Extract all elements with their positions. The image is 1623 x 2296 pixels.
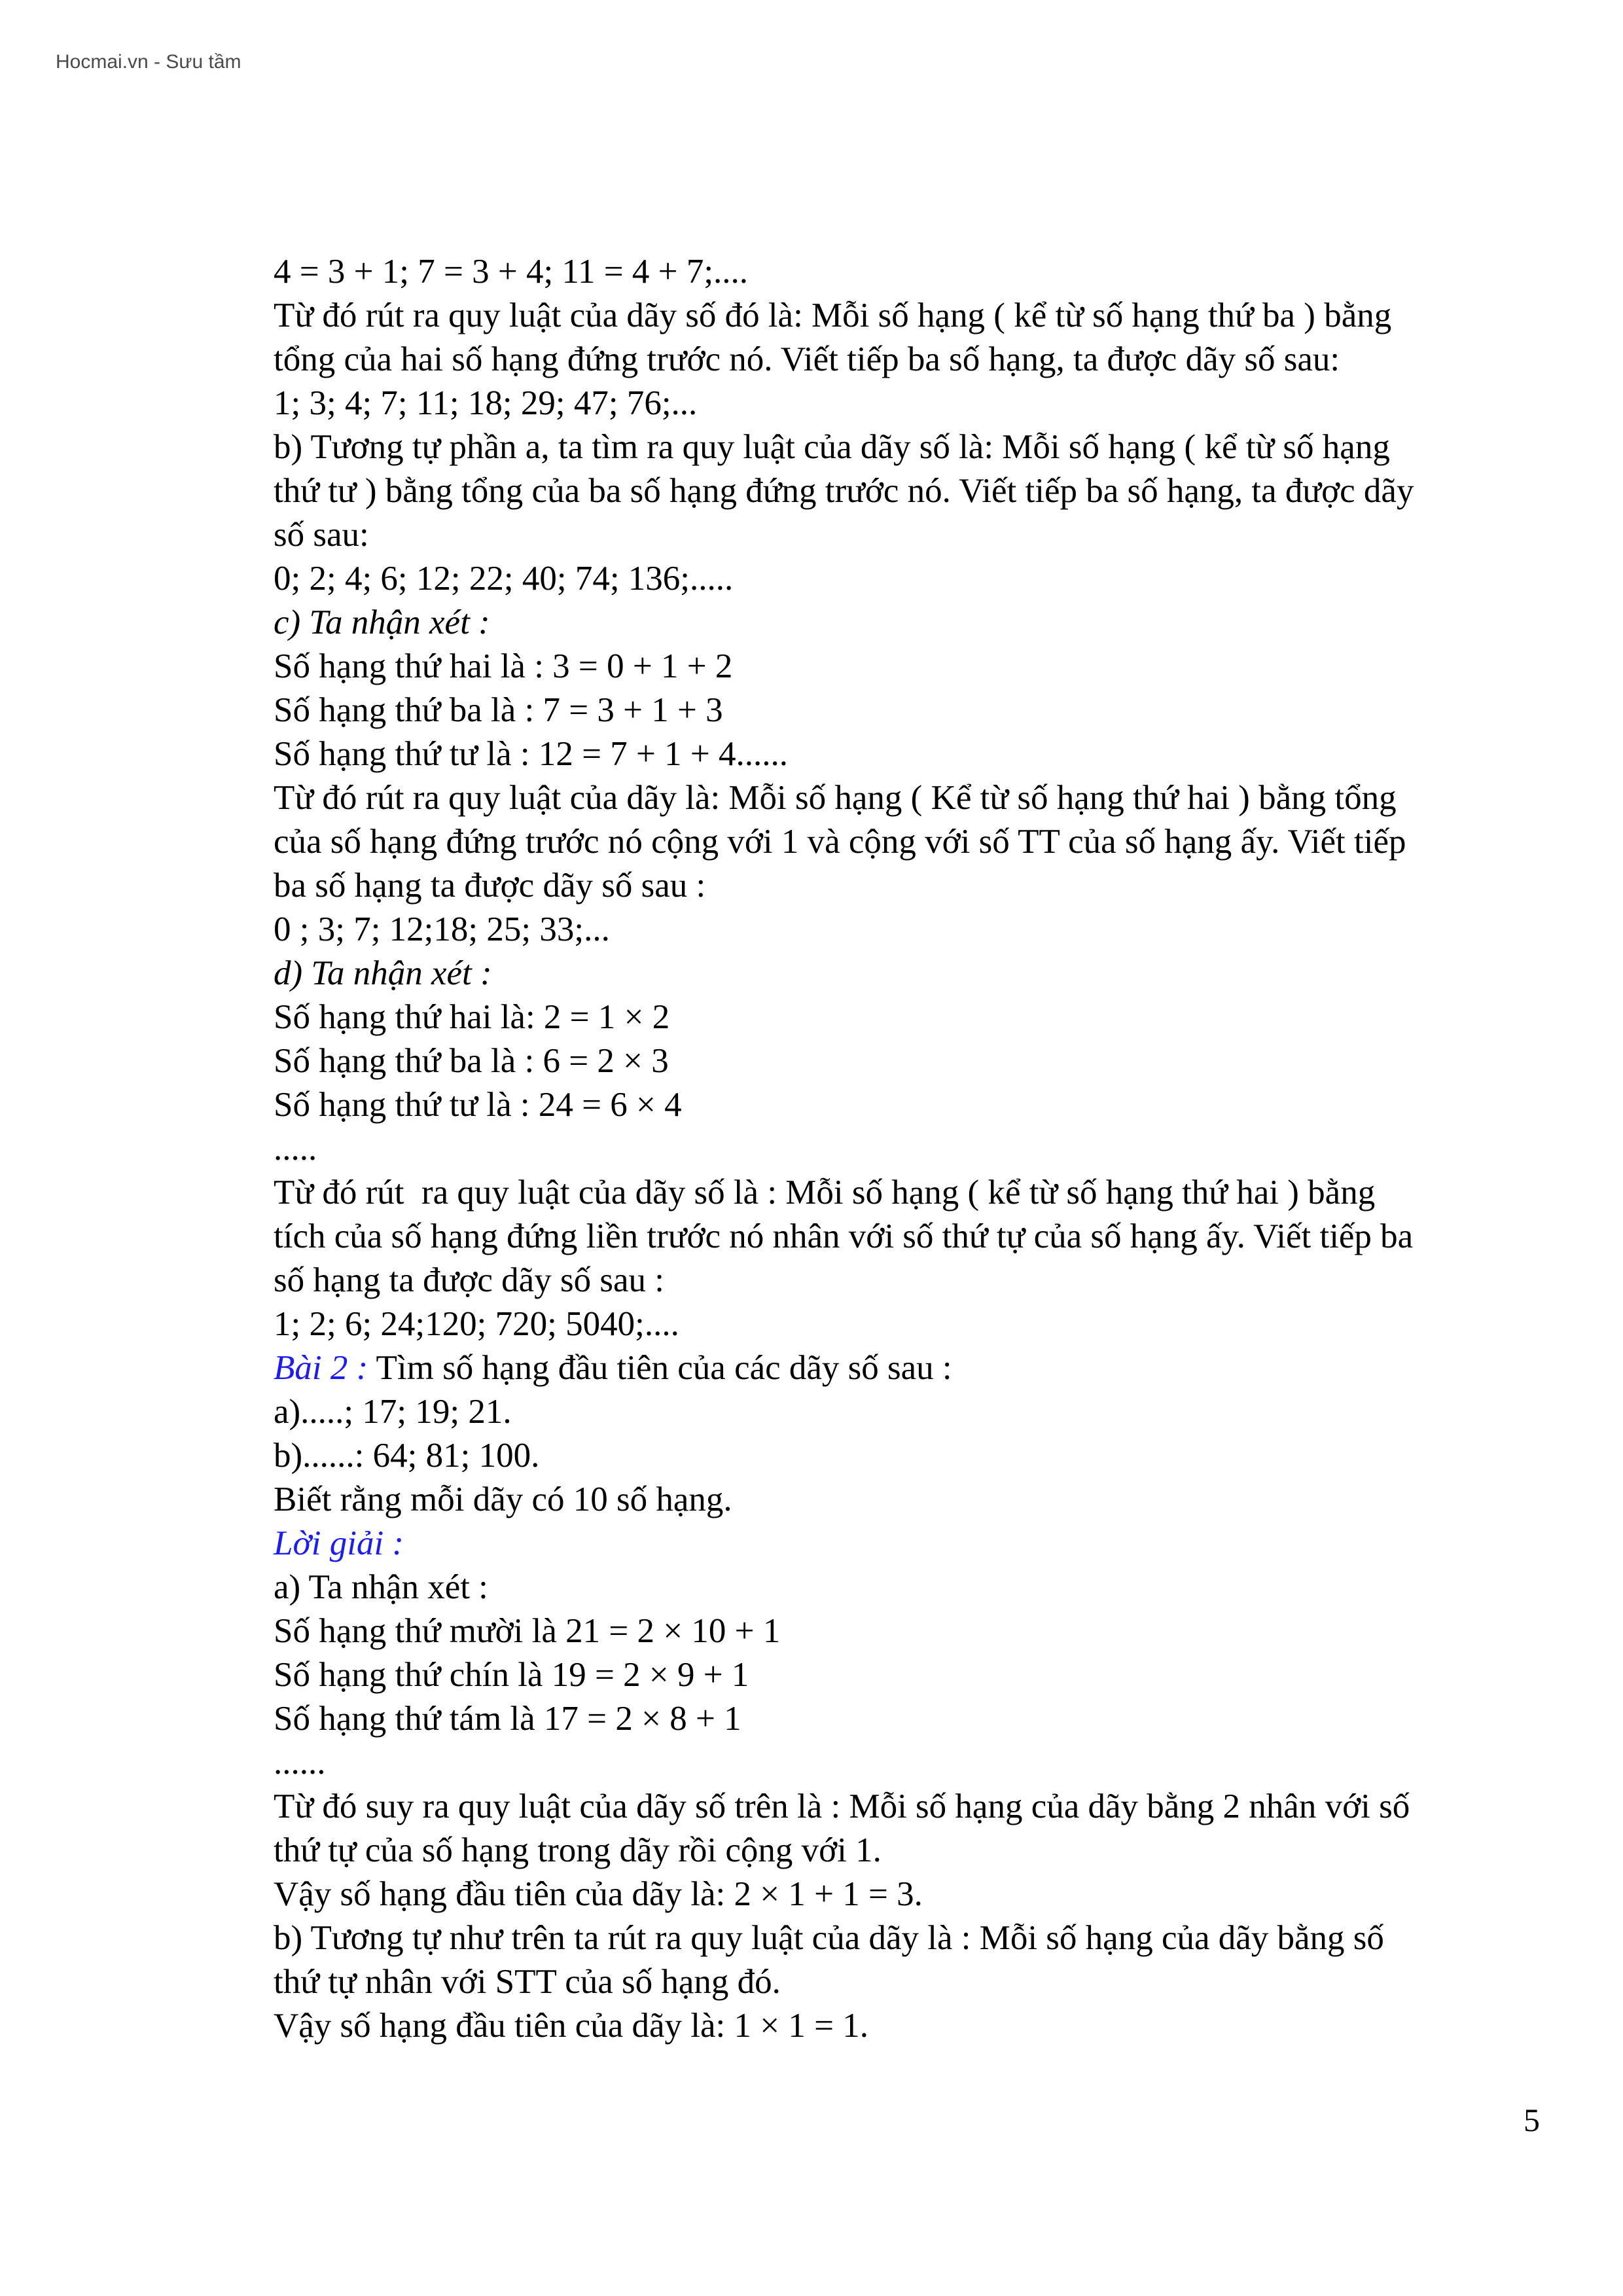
text-line: 1; 3; 4; 7; 11; 18; 29; 47; 76;... [274,384,698,422]
page-number: 5 [1524,2102,1540,2138]
text-line: b) Tương tự như trên ta rút ra quy luật của dãy là : Mỗi số hạng của dãy bằng số [274,1919,1384,1957]
text-line: thứ tự của số hạng trong dãy rồi cộng với 1. [274,1831,882,1869]
text-line: Số hạng thứ tám là 17 = 2 × 8 + 1 [274,1700,741,1738]
text-line: thứ tự nhân với STT của số hạng đó. [274,1963,781,2001]
text-line: Số hạng thứ tư là : 12 = 7 + 1 + 4...... [274,735,789,773]
text-line: tổng của hai số hạng đứng trước nó. Viết tiếp ba số hạng, ta được dãy số sau: [274,340,1340,378]
text-line: 0 ; 3; 7; 12;18; 25; 33;... [274,910,610,948]
text-line: tích của số hạng đứng liền trước nó nhân với số thứ tự của số hạng ấy. Viết tiếp ba [274,1217,1414,1255]
text-line: Từ đó rút ra quy luật của dãy là: Mỗi số hạng ( Kể từ số hạng thứ hai ) bằng tổng [274,779,1397,817]
text-line: 0; 2; 4; 6; 12; 22; 40; 74; 136;..... [274,560,734,598]
text-line: ba số hạng ta được dãy số sau : [274,867,706,905]
text-line: Từ đó rút ra quy luật của dãy số đó là: Mỗi số hạng ( kể từ số hạng thứ ba ) bằng [274,296,1392,334]
header-source: Hocmai.vn - Sưu tầm [56,51,241,73]
text-line: Vậy số hạng đầu tiên của dãy là: 2 × 1 + 1 = 3. [274,1875,923,1913]
document-body [274,250,1556,2048]
text-line: Số hạng thứ ba là : 7 = 3 + 1 + 3 [274,691,723,729]
line-text: Tìm số hạng đầu tiên của các dãy số sau : [368,1349,952,1387]
text-line: d) Ta nhận xét : [274,954,492,992]
text-line: 1; 2; 6; 24;120; 720; 5040;.... [274,1305,679,1343]
text-line: b) Tương tự phần a, ta tìm ra quy luật của dãy số là: Mỗi số hạng ( kể từ số hạng [274,428,1390,466]
text-line: Số hạng thứ ba là : 6 = 2 × 3 [274,1042,669,1080]
text-line: ..... [274,1130,317,1168]
text-line: Lời giải : [274,1524,404,1562]
section-label: Bài 2 : [274,1349,368,1387]
text-line: số sau: [274,516,369,554]
text-line: Số hạng thứ hai là : 3 = 0 + 1 + 2 [274,647,733,685]
text-line: Từ đó suy ra quy luật của dãy số trên là : Mỗi số hạng của dãy bằng 2 nhân với số [274,1787,1410,1825]
text-line: ...... [274,1744,326,1782]
text-line: Số hạng thứ hai là: 2 = 1 × 2 [274,998,670,1036]
text-line: Số hạng thứ tư là : 24 = 6 × 4 [274,1086,682,1124]
text-line: c) Ta nhận xét : [274,603,490,641]
text-line: 4 = 3 + 1; 7 = 3 + 4; 11 = 4 + 7;.... [274,253,749,291]
text-line: Vậy số hạng đầu tiên của dãy là: 1 × 1 = 1. [274,2007,869,2045]
text-line: của số hạng đứng trước nó cộng với 1 và cộng với số TT của số hạng ấy. Viết tiếp [274,823,1406,861]
text-line: a).....; 17; 19; 21. [274,1393,512,1431]
text-line: Số hạng thứ mười là 21 = 2 × 10 + 1 [274,1612,781,1650]
text-line: Từ đó rút ra quy luật của dãy số là : Mỗi số hạng ( kể từ số hạng thứ hai ) bằng [274,1174,1376,1211]
text-line: Biết rằng mỗi dãy có 10 số hạng. [274,1480,732,1518]
text-line: Số hạng thứ chín là 19 = 2 × 9 + 1 [274,1656,749,1694]
text-line: b)......: 64; 81; 100. [274,1437,540,1475]
text-line: thứ tư ) bằng tổng của ba số hạng đứng trước nó. Viết tiếp ba số hạng, ta được dãy [274,472,1414,510]
text-line [274,1346,1556,1390]
text-line: a) Ta nhận xét : [274,1568,488,1606]
text-line: số hạng ta được dãy số sau : [274,1261,664,1299]
